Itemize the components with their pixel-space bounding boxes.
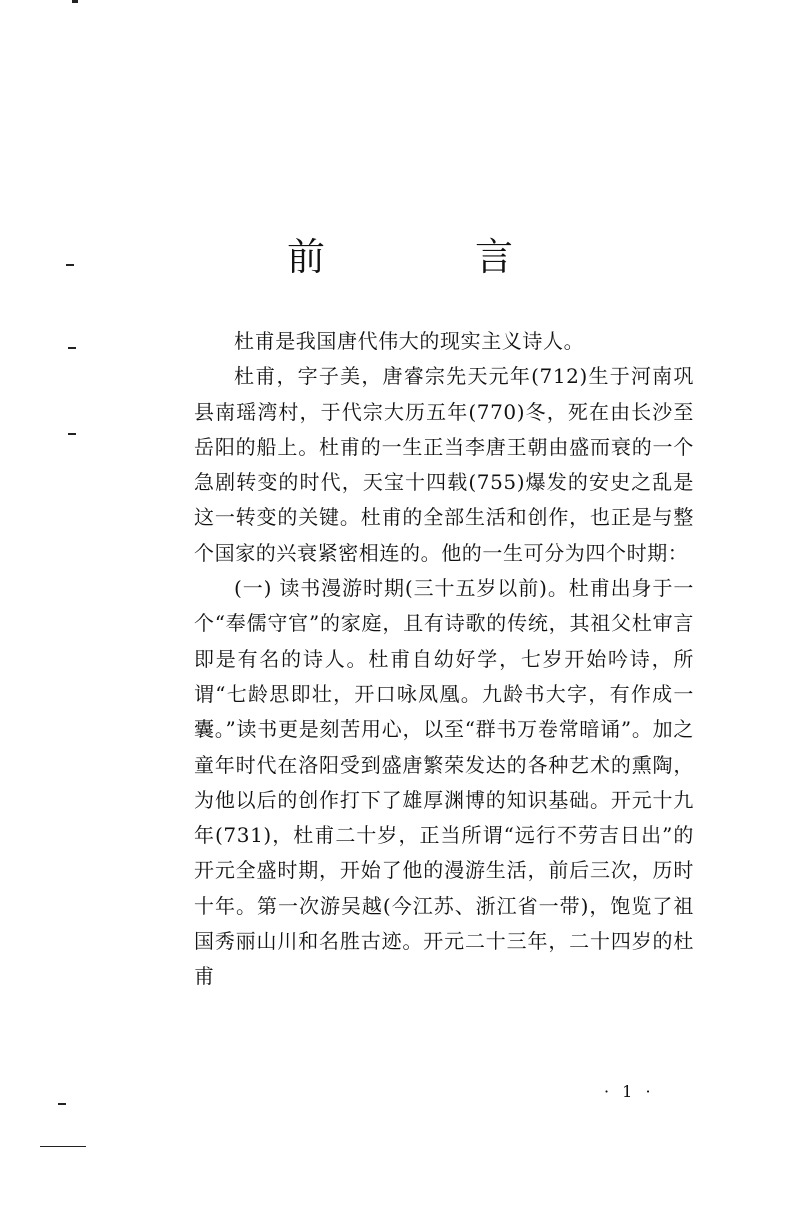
- scan-mark: [68, 433, 76, 435]
- paragraph-period-one: (一) 读书漫游时期(三十五岁以前)。杜甫出身于一个“奉儒守官”的家庭，且有诗歌的传统，其祖父杜审言即是有名的诗人。杜甫自幼好学，七岁开始吟诗，所谓“七龄思即壮，开口咏凤凰。九龄书大字，有作成一囊。”读书更是刻苦用心，以至“群书万卷常暗诵”。加之童年时代在洛阳受到盛唐繁荣发达的各种艺术的熏陶，为他以后的创作打下了雄厚渊博的知识基础。开元十九年(731)，杜甫二十岁，正当所谓“远行不劳吉日出”的开元全盛时期，开始了他的漫游生活，前后三次，历时十年。第一次游吴越(今江苏、浙江省一带)，饱览了祖国秀丽山川和名胜古迹。开元二十三年，二十四岁的杜甫: [194, 576, 694, 989]
- paragraph-intro: 杜甫是我国唐代伟大的现实主义诗人。: [234, 329, 585, 353]
- scan-mark: [72, 0, 78, 3]
- paragraph-biography: 杜甫，字子美，唐睿宗先天元年(712)生于河南巩县南瑶湾村，于代宗大历五年(770)冬，死在由长沙至岳阳的船上。杜甫的一生正当李唐王朝由盛而衰的一个急剧转变的时代，天宝十四载(755)爆发的安史之乱是这一转变的关键。杜甫的全部生活和创作，也正是与整个国家的兴衰紧密相连的。他的一生可分为四个时期：: [194, 364, 694, 565]
- scan-mark: [58, 1103, 66, 1105]
- body-text: [194, 324, 694, 995]
- page-title: 前 言: [286, 235, 569, 279]
- scan-mark: [40, 1146, 86, 1147]
- page-number: · 1 ·: [604, 1082, 655, 1101]
- scan-mark: [68, 347, 76, 349]
